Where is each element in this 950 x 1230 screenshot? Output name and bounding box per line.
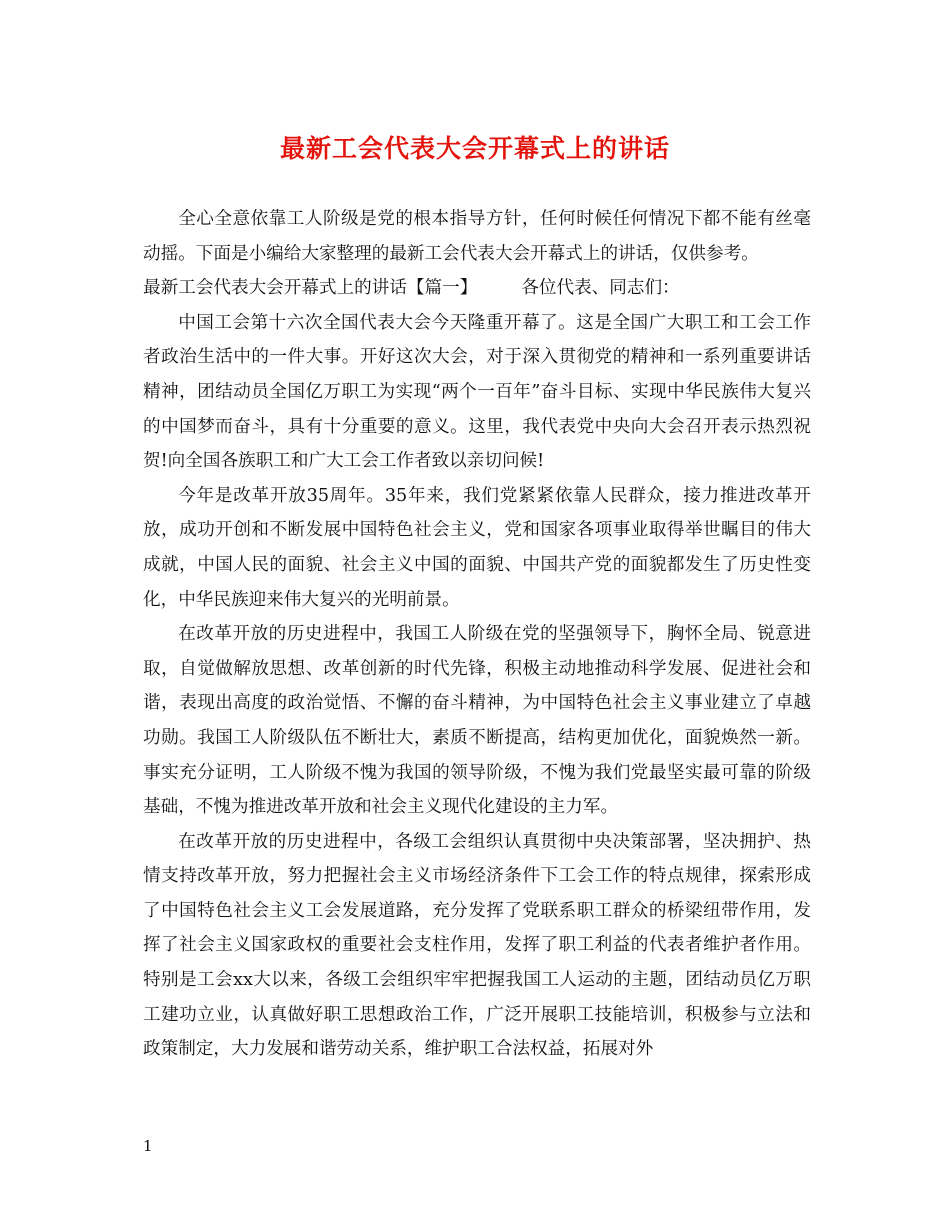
document-body	[143, 202, 811, 1067]
intro-text: 全心全意依靠工人阶级是党的根本指导方针，任何时候任何情况下都不能有丝毫动摇。下面是小编给大家整理的最新工会代表大会开幕式上的讲话，仅供参考。	[143, 209, 811, 264]
body-paragraph: 在改革开放的历史进程中，我国工人阶级在党的坚强领导下，胸怀全局、锐意进取，自觉做解放思想、改革创新的时代先锋，积极主动地推动科学发展、促进社会和谐，表现出高度的政治觉悟、不懈的奋斗精神，为中国特色社会主义事业建立了卓越功勋。我国工人阶级队伍不断壮大，素质不断提高，结构更加优化，面貌焕然一新。事实充分证明，工人阶级不愧为我国的领导阶级，不愧为我们党最坚实最可靠的阶级基础，不愧为推进改革开放和社会主义现代化建设的主力军。	[143, 624, 811, 818]
page-number: 1	[143, 1137, 153, 1155]
body-paragraph: 在改革开放的历史进程中，各级工会组织认真贯彻中央决策部署，坚决拥护、热情支持改革开放，努力把握社会主义市场经济条件下工会工作的特点规律，探索形成了中国特色社会主义工会发展道路，充分发挥了党联系职工群众的桥梁纽带作用，发挥了社会主义国家政权的重要社会支柱作用，发挥了职工利益的代表者维护者作用。特别是工会xx大以来，各级工会组织牢牢把握我国工人运动的主题，团结动员亿万职工建功立业，认真做好职工思想政治工作，广泛开展职工技能培训，积极参与立法和政策制定，大力发展和谐劳动关系，维护职工合法权益，拓展对外	[143, 831, 811, 1060]
body-paragraph: 今年是改革开放35周年。35年来，我们党紧紧依靠人民群众，接力推进改革开放，成功开创和不断发展中国特色社会主义，党和国家各项事业取得举世瞩目的伟大成就，中国人民的面貌、社会主义中国的面貌、中国共产党的面貌都发生了历史性变化，中华民族迎来伟大复兴的光明前景。	[143, 485, 811, 610]
section-heading-line	[143, 271, 811, 306]
intro-paragraph	[143, 202, 811, 271]
document-title: 最新工会代表大会开幕式上的讲话	[279, 134, 670, 163]
section-heading: 最新工会代表大会开幕式上的讲话【篇一】	[143, 278, 478, 299]
body-paragraph: 中国工会第十六次全国代表大会今天隆重开幕了。这是全国广大职工和工会工作者政治生活中的一件大事。开好这次大会，对于深入贯彻党的精神和一系列重要讲话精神，团结动员全国亿万职工为实现“两个一百年”奋斗目标、实现中华民族伟大复兴的中国梦而奋斗，具有十分重要的意义。这里，我代表党中央向大会召开表示热烈祝贺!向全国各族职工和广大工会工作者致以亲切问候!	[143, 312, 811, 472]
salutation: 各位代表、同志们：	[521, 278, 680, 299]
